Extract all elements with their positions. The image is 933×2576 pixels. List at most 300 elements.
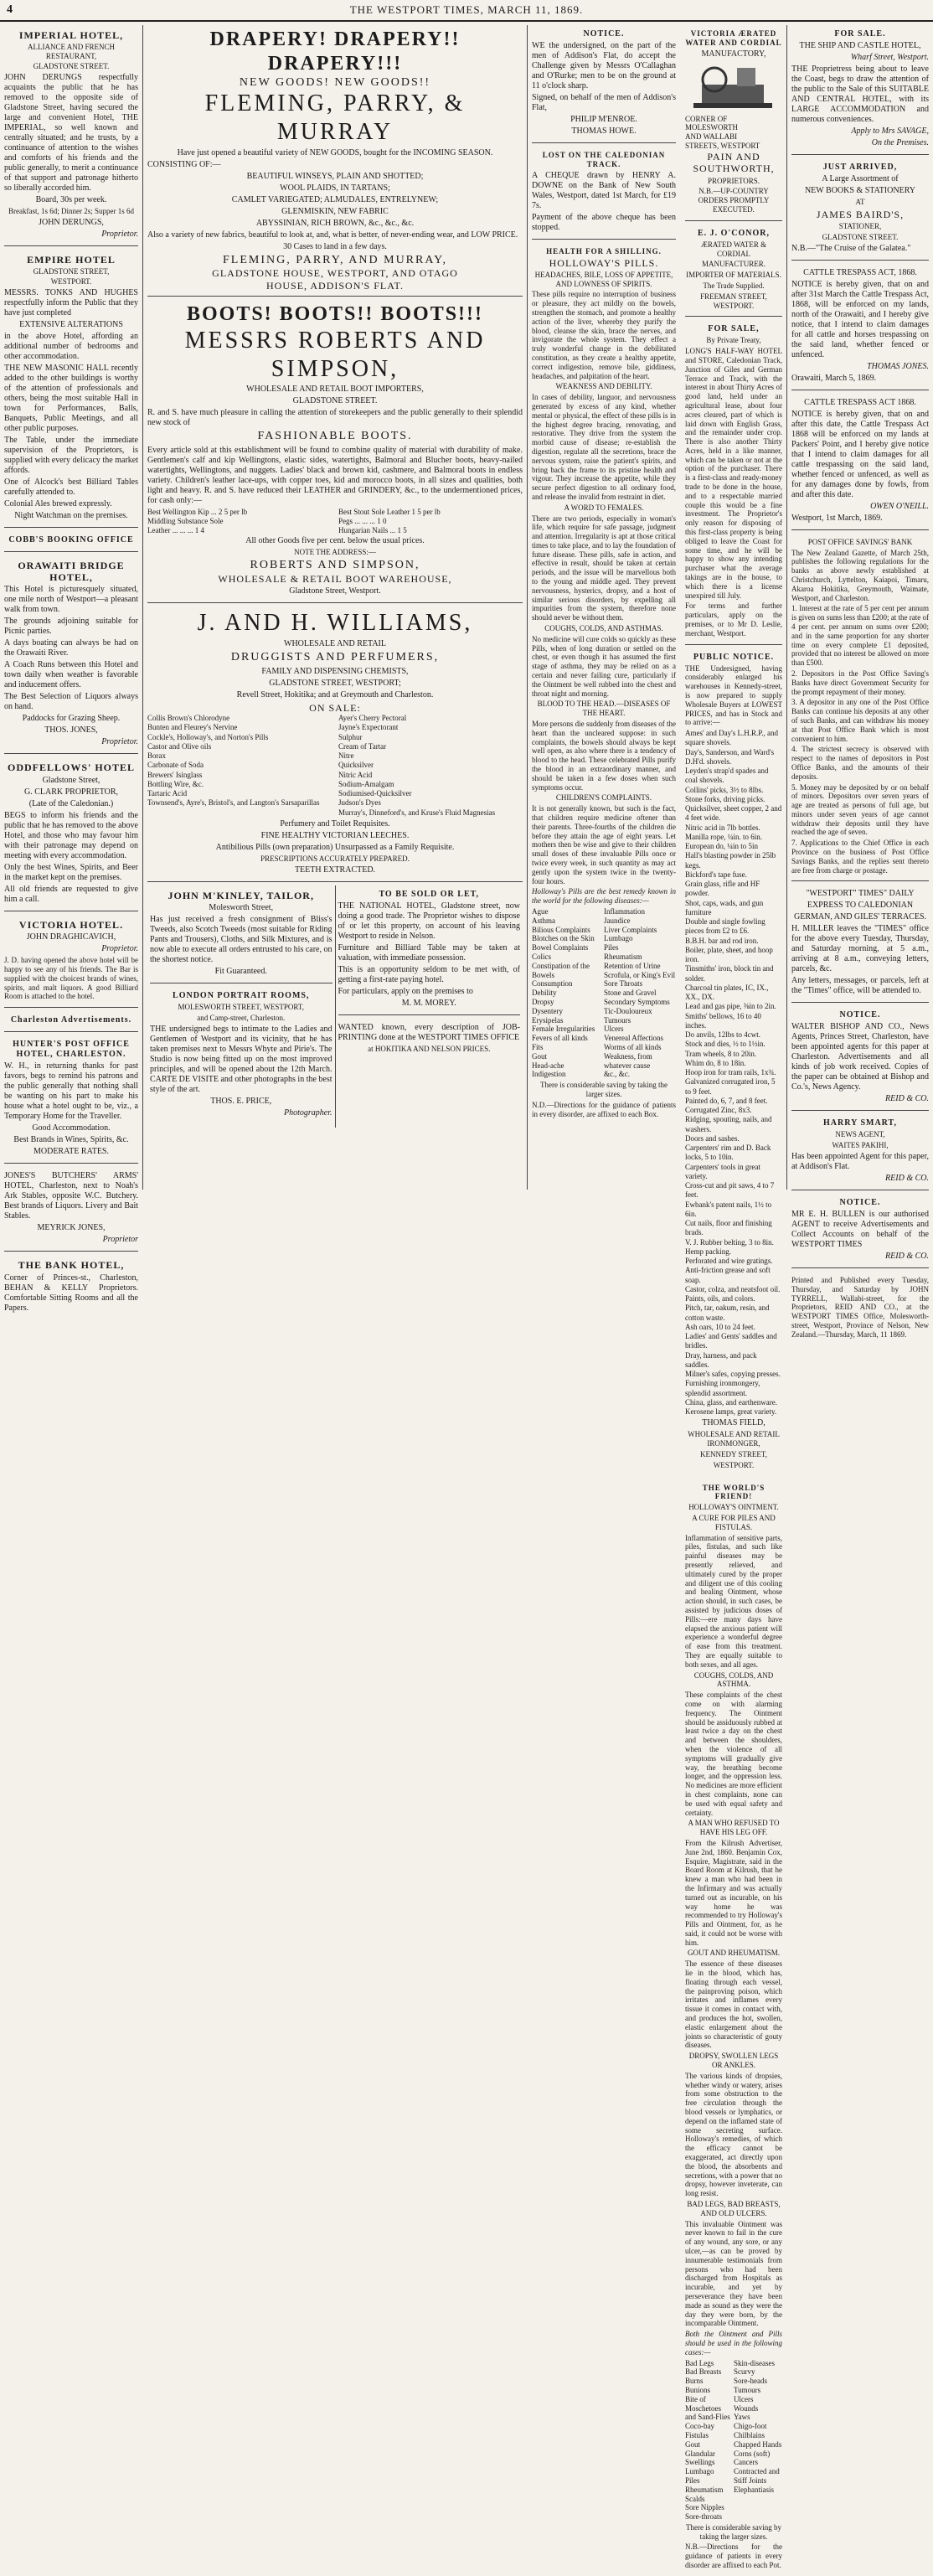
ship-street: Wharf Street, Westport. bbox=[850, 53, 929, 62]
oconor-imp: IMPORTER OF MATERIALS. bbox=[686, 271, 781, 280]
victoria-aerated-ad bbox=[685, 25, 782, 221]
empire-body4: THE NEW MASONIC HALL recently added to the other buildings is worthy of the attention of professionals and others, being the most suitable Hall in town for Performances, Balls, Banquets, Public Meetings, and all other public purposes. bbox=[4, 363, 138, 433]
boots-body: Every article sold at this establishment will be found to combine quality of material with durability of make. Gentlemen's calf and kip Wellingtons, elastic sides, watertights, Balmoral and Blucher boots, heavy-nailed watertights, Wellingtons, and nuggets. Ladies' black and brown kid, cashmere, and Balmoral boots in endless variety. Children's leather lace-ups, with copper toes, kid and morocco boots, in all sizes and qualities, both light and heavy. R. and S. have reduced their LEATHER and GRINDERY, &c., to the undermentioned prices, for cash only:— bbox=[147, 445, 523, 505]
disease-item: Rheumatism bbox=[685, 2485, 724, 2494]
pills-disease-left bbox=[532, 907, 604, 1079]
disease-item: Elephantiasis bbox=[734, 2485, 774, 2494]
cattle2-body: NOTICE is hereby given, that on and after this date, the Cattle Trespass Act 1868 will be enforced on my lands at Packers' Point, and I hereby give notice that I intend to claim damages for all cattle trespassing on the said land, whether fenced or unfenced, as well as for any damages done by fowls, from and after this date. bbox=[791, 409, 929, 499]
williams-stock-list bbox=[147, 714, 523, 818]
savings-rule: 1. Interest at the rate of 5 per cent per annum is given on sums less than £200; at the rate of 4 per cent. per annum on sums over £200; and in the same proportion for any shorter time on every complete £1 deposited, provided that no interest be allowed on more than £500. bbox=[791, 604, 929, 668]
page-header bbox=[0, 0, 933, 22]
drapery-cases: 30 Cases to land in a few days. bbox=[283, 241, 387, 251]
boots-firm: MESSRS ROBERTS AND SIMPSON, bbox=[184, 327, 486, 382]
ironmongery-item: Dray, harness, and pack saddles. bbox=[685, 1350, 757, 1369]
jones-role: Proprietor bbox=[102, 1235, 138, 1245]
mckinley-street: Molesworth Street, bbox=[209, 903, 274, 913]
ironmongery-item: Corrugated Zinc, 8x3. bbox=[685, 1106, 752, 1115]
stock-item: Tartaric Acid bbox=[147, 789, 188, 798]
notice2-title: NOTICE. bbox=[839, 1010, 881, 1020]
empire-street: GLADSTONE STREET, bbox=[33, 266, 110, 276]
disease-item: Retention of Urine bbox=[604, 961, 661, 970]
forsale-title: FOR SALE, bbox=[708, 324, 760, 334]
london-title: LONDON PORTRAIT ROOMS, bbox=[173, 991, 310, 1001]
national-body: THE NATIONAL HOTEL, Gladstone street, now doing a good trade. The Proprietor wishes to dispose of or let this property, on account of his leaving Westport to reside in Nelson. bbox=[338, 901, 520, 941]
forsale-body: LONG'S HALF-WAY HOTEL and STORE, Caledonian Track, Junction of Giles and German Terrace and Track, with the interest in about Thirty Acres of good land, held under an agricultural lease, about four acres cleared, part of which is laid down with English Grass, and the remainder under crop. There is also another Thirty Acres, held in a like manner, which can be taken or not at the option of the purchaser. There is a first-class and ready-money trade to be done in the house, and to a respectable married couple this would be a fine investment. The Proprietor's only reason for disposing of this first-class property is being obliged to leave the Coast for some time, and he will be happy to show any intending purchaser what the average takings are in the house, to which there is a license unexpired till July. bbox=[685, 347, 782, 600]
disease-item: Secondary Symptoms bbox=[604, 997, 670, 1006]
ointment-body2: These complaints of the chest come on with alarming frequency. The Ointment should be assiduously rubbed at least twice a day on the chest and between the shoulders, when the violence of all symptoms will gradually give way, the breathing become longer, and the oppression less. No medicines are more efficient in chest complaints, none can be used with equal safety and certainty. bbox=[685, 1691, 782, 1817]
lost-cheque-ad bbox=[532, 147, 676, 240]
williams-addr: GLADSTONE STREET, WESTPORT; bbox=[269, 678, 401, 688]
oddfellows-body1: BEGS to inform his friends and the public that he has removed to the above Hotel, and those who may favour him with their patronage may depend on meeting with every accommodation. bbox=[4, 810, 138, 860]
orawaiti-body1: This Hotel is picturesquely situated, one mile north of Westport—a pleasant walk from town. bbox=[4, 585, 138, 615]
disease-item: Sore Nipples bbox=[685, 2503, 724, 2512]
disease-item: Scalds bbox=[685, 2494, 705, 2503]
health-saving: There is considerable saving by taking the larger sizes. bbox=[540, 1081, 668, 1098]
ironmongery-item: Doors and sashes. bbox=[685, 1133, 740, 1143]
ointment-name: HOLLOWAY'S OINTMENT. bbox=[688, 1503, 779, 1512]
stock-item: Castor and Olive oils bbox=[147, 741, 212, 751]
williams-sub: WHOLESALE AND RETAIL bbox=[284, 638, 386, 648]
ironmongery-item: Smiths' bellows, 16 to 40 inches. bbox=[685, 1011, 761, 1030]
savings-rule: 7. Applications to the Chief Office in each Province on the business of Post Office Savings Banks, and the replies sent thereto are free from charge or postage. bbox=[791, 839, 929, 875]
cattle1-body: NOTICE is hereby given, that on and after 31st March the Cattle Trespass Act, 1868, will be enforced on my lands, north of the Orawaiti, and I hereby give notice, that I intend to claim damages for all cattle and horses trespassing on the said land, whether fenced or unfenced. bbox=[791, 279, 929, 359]
disease-item: Tumours bbox=[604, 1015, 631, 1025]
bishop-agency-notice bbox=[791, 1006, 929, 1111]
baird-books-ad bbox=[791, 158, 929, 261]
stock-item: Quicksilver bbox=[338, 761, 374, 770]
boots-price: Middling Substance Sole bbox=[147, 516, 224, 525]
empire-body5: The Table, under the immediate supervision of the Proprietors, is supplied with every delicacy the market affords. bbox=[4, 435, 138, 475]
ointment-sub: A CURE FOR PILES AND FISTULAS. bbox=[692, 1514, 776, 1531]
forsale-body2: For terms and further particulars, apply on the premises, or to Mr D. Leslie, merchant, Westport. bbox=[685, 601, 782, 638]
disease-item: Lumbago bbox=[604, 934, 633, 943]
holloway-ointment-ad bbox=[685, 1479, 782, 2576]
disease-item: Ulcers bbox=[734, 2394, 754, 2403]
stock-item: Bottling Wire, &c. bbox=[147, 779, 204, 788]
notice-signed: Signed, on behalf of the men of Addison's Flat, bbox=[532, 93, 676, 112]
ironmongery-item: Milner's safes, copying presses. bbox=[685, 1370, 781, 1379]
notice-title: NOTICE. bbox=[583, 29, 625, 39]
ointment-body4: The essence of these diseases lie in the blood, which has, floating through each vessel, the painproving poison, which irritates and inflames every tissue it comes in contact with, and produces the hot, swollen, elastic enlargement about the joints so characteristic of gouty diseases. bbox=[685, 1959, 782, 2050]
ironmongery-item: Painted do, 6, 7, and 8 feet. bbox=[685, 1096, 768, 1105]
ironmongery-item: Stone forks, driving picks. bbox=[685, 794, 765, 803]
charleston-heading bbox=[4, 1011, 138, 1032]
disease-item: Chapped Hands bbox=[734, 2439, 782, 2449]
disease-item: Venereal Affections bbox=[604, 1034, 664, 1043]
victoria-hotel-ad bbox=[4, 915, 138, 1008]
ironmongery-item: Charcoal tin plates, IC, IX., XX., DX. bbox=[685, 983, 769, 1002]
stock-item: Borax bbox=[147, 751, 166, 761]
bullen-agent-notice bbox=[791, 1194, 929, 1268]
health-h2: WEAKNESS AND DEBILITY. bbox=[555, 382, 652, 391]
victoria-name: JOHN DRAGHICAVICH, bbox=[26, 932, 116, 942]
oddfellows-body2: Only the best Wines, Spirits, and Beer in the market kept on the premises. bbox=[4, 862, 138, 882]
col2-bottom-right bbox=[335, 885, 523, 1128]
cobb-booking-ad bbox=[4, 531, 138, 552]
imperial-sub: ALLIANCE AND FRENCH RESTAURANT, bbox=[27, 43, 115, 61]
ironmongery-item: Anti-friction grease and soft soap. bbox=[685, 1266, 771, 1284]
health-h6: CHILDREN'S COMPLAINTS. bbox=[555, 793, 652, 803]
stock-item: Cockle's, Holloway's, and Norton's Pills bbox=[147, 732, 269, 741]
ironmongery-item: Ewbank's patent nails, 1½ to 6in. bbox=[685, 1200, 772, 1218]
disease-item: Consumption bbox=[532, 979, 573, 989]
ointment-both: Both the Ointment and Pills should be used in the following cases:— bbox=[685, 2330, 782, 2357]
disease-item: Stone and Gravel bbox=[604, 989, 657, 998]
ironmongery-item: European do, ¼in to 5in bbox=[685, 842, 758, 851]
public-town: WESTPORT. bbox=[713, 1460, 755, 1469]
bank-hotel-ad bbox=[4, 1255, 138, 1319]
hunter-title: HUNTER'S POST OFFICE HOTEL, CHARLESTON. bbox=[13, 1040, 130, 1060]
health-h4: COUGHS, COLDS, AND ASTHMAS. bbox=[544, 624, 663, 633]
column-5 bbox=[787, 25, 933, 1339]
express-body2: Any letters, messages, or parcels, left at the "Times" office, will be attended to. bbox=[791, 976, 929, 996]
disease-item: Yaws bbox=[734, 2413, 750, 2422]
ironmongery-item: Cross-cut and pit saws, 4 to 7 feet. bbox=[685, 1181, 775, 1200]
health-body1: These pills require no interruption of business or pleasure, they act mildly on the bowels, strengthen the stomach, and promote a healthy action of the liver, whereby they purify the blood, cleanse the skin, brace the nerves, and invigorate the whole system. They effect a truly wonderful change in the debilitated constitution, as they create a healthy appetite, correct indigestion, remove bile, giddiness, headaches, and palpitation of the heart. bbox=[532, 290, 676, 380]
ironmongery-item: Castor, colza, and neatsfoot oil. bbox=[685, 1284, 781, 1293]
hunter-hotel-ad bbox=[4, 1035, 138, 1164]
cattle-trespass-jones bbox=[791, 264, 929, 390]
boots-note: NOTE THE ADDRESS:— bbox=[294, 548, 376, 557]
public-body: THE Undersigned, having considerably enlarged his warehouses in Kennedy-street, is now prepared to supply Wholesale Buyers at LOWEST PRICES, and has in Stock and to arrive:— bbox=[685, 663, 782, 727]
drapery-l2: WOOL PLAIDS, IN TARTANS; bbox=[280, 183, 390, 193]
times-express-ad bbox=[791, 885, 929, 1003]
empire-hotel-ad bbox=[4, 250, 138, 528]
column-3 bbox=[528, 25, 680, 1190]
disease-item: Jaundice bbox=[604, 916, 631, 925]
boots-fash: FASHIONABLE BOOTS. bbox=[257, 430, 413, 443]
health-nb: N.D.—Directions for the guidance of patients in every disorder, are affixed to each Box. bbox=[532, 1100, 676, 1118]
stock-item: Nitric Acid bbox=[338, 770, 373, 779]
ironmongery-item: Pitch, tar, oakum, resin, and cotton waste. bbox=[685, 1303, 770, 1322]
cattle1-name: THOMAS JONES. bbox=[867, 361, 929, 371]
boots-price: Best Stout Sole Leather 1 5 per lb bbox=[338, 507, 441, 516]
ointment-disease-list bbox=[685, 2359, 782, 2522]
drapery-l3: CAMLET VARIEGATED; ALMUDALES, ENTRELYNEW; bbox=[231, 194, 439, 204]
disease-item: &c., &c. bbox=[604, 1070, 630, 1079]
health-pills: HOLLOWAY'S PILLS. bbox=[549, 257, 659, 270]
disease-item: Inflammation bbox=[604, 906, 645, 916]
orawaiti-body6: Paddocks for Grazing Sheep. bbox=[22, 714, 121, 724]
disease-item: Burns bbox=[685, 2377, 704, 2386]
health-title: HEALTH FOR A SHILLING. bbox=[546, 246, 662, 256]
mckinley-title: JOHN M'KINLEY, TAILOR, bbox=[168, 889, 314, 901]
ironmongery-item: Quicksilver, sheet copper, 2 and 4 feet wide. bbox=[685, 804, 782, 823]
page-number: 4 bbox=[7, 3, 13, 16]
books-shop: JAMES BAIRD'S, bbox=[816, 208, 905, 220]
printer-imprint bbox=[791, 1272, 929, 1345]
boots-price: Best Wellington Kip ... 2 5 per lb bbox=[147, 507, 248, 516]
ointment-h5: DROPSY, SWOLLEN LEGS OR ANKLES. bbox=[688, 2052, 779, 2070]
williams-addr2: Revell Street, Hokitika; and at Greymouth and Charleston. bbox=[236, 689, 434, 699]
williams-teeth: TEETH EXTRACTED. bbox=[294, 865, 376, 875]
imperial-meals: Breakfast, 1s 6d; Dinner 2s; Supper 1s 6d bbox=[8, 206, 134, 215]
stock-item: Cream of Tartar bbox=[338, 741, 387, 751]
ironmongery-item: Bickford's tape fuse. bbox=[685, 870, 747, 879]
national-name: M. M. MOREY. bbox=[401, 998, 456, 1008]
london-name: THOS. E. PRICE, bbox=[210, 1096, 272, 1106]
ship-body: THE Proprietress being about to leave the Coast, begs to draw the attention of the public to the Sale of this SUITABLE AND CENTRAL HOTEL, with its LARGE ACCOMMODATION and numerous conveniences. bbox=[791, 65, 929, 124]
disease-item: Scurvy bbox=[734, 2367, 755, 2377]
savings-rule: 4. The strictest secrecy is observed with respect to the names of depositors in Post Office Banks, and the amounts of their deposits. bbox=[791, 745, 929, 781]
national-hotel-ad bbox=[338, 885, 521, 1015]
drapery-ad bbox=[147, 25, 523, 297]
mckinley-fit: Fit Guaranteed. bbox=[214, 967, 267, 977]
ironmongery-item: Lead and gas pipe, ⅜in to 2in. bbox=[685, 1002, 776, 1011]
cattle-trespass-oneill bbox=[791, 394, 929, 530]
ironmongery-item: Boiler, plate, sheet, and hoop iron. bbox=[685, 945, 773, 964]
disease-item: Bunions bbox=[685, 2385, 711, 2394]
notice3-title: NOTICE. bbox=[839, 1198, 881, 1208]
disease-item: Head-ache bbox=[532, 1061, 564, 1070]
williams-ad bbox=[147, 607, 523, 881]
smart-agency-notice bbox=[791, 1114, 929, 1190]
jones-name: MEYRICK JONES, bbox=[37, 1223, 106, 1233]
notice3-body: MR E. H. BULLEN is our authorised AGENT to receive Advertisements and Collect Accounts on behalf of the WESTPORT TIMES bbox=[791, 1210, 929, 1250]
boots-price: Leather ... ... ... 1 4 bbox=[147, 525, 204, 534]
national-title: TO BE SOLD OR LET, bbox=[379, 889, 480, 899]
express-body: H. MILLER leaves the "TIMES" office for the above every Tuesday, Thursday, and Saturday morning, at 5 a.m., arriving at 8 a.m., conveying letters, parcels, &c. bbox=[791, 924, 929, 974]
boots-title: BOOTS! BOOTS!! BOOTS!!! bbox=[186, 303, 484, 326]
imperial-body: JOHN DERUNGS respectfully acquaints the public that he has removed to the opposite side of Gladstone Street, having secured the large and convenient Hotel, THE IMPERIAL, so well known and centrally situated; and he trusts, by a continuance of attention to the wishes and comforts of his friends and the public generally, to merit a continuance of that support and patronage hitherto so liberally accorded him. bbox=[4, 72, 138, 193]
savings-body: The New Zealand Gazette, of March 25th, publishes the following regulations for the banks as above newly established at Christchurch, Lyttelton, Kaiapoi, Timaru, Akaroa Hokitika, Greymouth, Waimate, Westport, and Charleston. bbox=[791, 548, 929, 602]
cattle1-title: CATTLE TRESPASS ACT, 1868. bbox=[803, 267, 917, 277]
books-nb: N.B.—"The Cruise of the Galatea." bbox=[791, 243, 911, 253]
ironmongery-item: V. J. Rubber belting, 3 to 8in. bbox=[685, 1237, 774, 1247]
ironmongery-item: Tinsmiths' iron, block tin and solder. bbox=[685, 964, 774, 983]
boots-street: GLADSTONE STREET. bbox=[292, 396, 378, 406]
savings-rule: 3. A depositor in any one of the Post Office Banks can continue his deposits at any other of such Banks, and can withdraw his money at that Post Office Bank which is most convenient to him. bbox=[791, 698, 929, 743]
drapery-l5: ABYSSINIAN, RICH BROWN, &c., &c., &c. bbox=[255, 218, 415, 228]
orawaiti-body3: A days boating can always be had on the Orawaiti River. bbox=[4, 638, 138, 658]
smart-title: HARRY SMART, bbox=[823, 1118, 897, 1128]
ironmongery-item: Whim do, 8 to 18in. bbox=[685, 1058, 746, 1067]
newspaper-title: THE WESTPORT TIMES, MARCH 11, 1869. bbox=[349, 3, 584, 16]
oddfellows-hotel-ad bbox=[4, 757, 138, 911]
disease-item: Rheumatism bbox=[604, 952, 642, 961]
williams-leech: FINE HEALTHY VICTORIAN LEECHES. bbox=[260, 830, 410, 840]
lost-title: LOST ON THE CALEDONIAN TRACK. bbox=[542, 151, 666, 168]
disease-item: Tumours bbox=[734, 2385, 761, 2394]
stock-item: Judson's Dyes bbox=[338, 798, 381, 808]
ointment-h6: BAD LEGS, BAD BREASTS, AND OLD ULCERS. bbox=[687, 2200, 781, 2217]
empire-body8: Night Watchman on the premises. bbox=[14, 510, 128, 520]
national-body3: This is an opportunity seldom to be met with, of getting a first-rate paying hotel. bbox=[338, 964, 520, 984]
ironmongery-item: Grain glass, rifle and HF powder. bbox=[685, 880, 760, 898]
health-known: Holloway's Pills are the best remedy known in the world for the following diseases:— bbox=[532, 887, 676, 906]
disease-item: Chilblains bbox=[734, 2430, 765, 2439]
aerated-firm: PAIN AND SOUTHWORTH, bbox=[693, 150, 775, 175]
oddfellows-late: (Late of the Caledonian.) bbox=[28, 798, 114, 808]
stock-item: Ayer's Cherry Pectoral bbox=[338, 714, 407, 723]
orawaiti-hotel-ad bbox=[4, 555, 138, 755]
health-sub: HEADACHES, BILE, LOSS OF APPETITE, AND LOWNESS OF SPIRITS. bbox=[534, 270, 673, 288]
ironmongery-item: Galvanized corrugated iron, 5 to 9 feet. bbox=[685, 1077, 776, 1096]
orawaiti-body2: The grounds adjoining suitable for Picnic parties. bbox=[4, 617, 138, 637]
drapery-firm2: FLEMING, PARRY, AND MURRAY, bbox=[223, 253, 447, 266]
aerated-left2: AND WALLABI bbox=[685, 132, 738, 142]
savings-rule: 2. Depositors in the Post Office Saving's Banks have direct Government Security for the prompt repayment of their money. bbox=[791, 669, 929, 696]
empire-town: WESTPORT. bbox=[50, 276, 92, 286]
public-notice-ad bbox=[685, 648, 782, 1476]
disease-item: Sore-throats bbox=[685, 2512, 722, 2522]
ironmongery-item: Carpenters' tools in great variety. bbox=[685, 1162, 760, 1180]
stock-item: Sodiumised-Quicksilver bbox=[338, 789, 412, 798]
disease-item: Blotches on the Skin bbox=[532, 934, 595, 943]
disease-item: Weakness, from whatever cause bbox=[604, 1051, 652, 1070]
ointment-title: THE WORLD'S FRIEND! bbox=[702, 1483, 765, 1501]
london-sub2: and Camp-street, Charleston. bbox=[197, 1013, 286, 1022]
ointment-h3: A MAN WHO REFUSED TO HAVE HIS LEG OFF. bbox=[688, 1819, 780, 1837]
disease-item: Glandular Swellings bbox=[685, 2449, 715, 2467]
orawaiti-body5: The Best Selection of Liquors always on hand. bbox=[4, 692, 138, 712]
disease-item: Bite of Moschetoes and Sand-Flies bbox=[685, 2394, 730, 2422]
disease-item: Worms of all kinds bbox=[604, 1042, 662, 1051]
aerated-role: PROPRIETORS. bbox=[707, 176, 760, 185]
ironmongery-item: Ames' and Day's L.H.R.P., and square shovels. bbox=[685, 729, 778, 747]
ironmongery-item: Day's, Sanderson, and Ward's D.H'd. shovels. bbox=[685, 747, 775, 766]
oconor-title: E. J. O'CONOR, bbox=[698, 228, 770, 238]
stock-item: Jayne's Expectorant bbox=[338, 723, 399, 732]
boots-price: Pegs ... ... ... 1 0 bbox=[338, 516, 387, 525]
cattle1-date: Orawaiti, March 5, 1869. bbox=[791, 373, 877, 383]
oddfellows-title: ODDFELLOWS' HOTEL bbox=[7, 761, 136, 774]
orawaiti-name: THOS. JONES, bbox=[44, 725, 98, 736]
notice3-name: REID & CO. bbox=[885, 1252, 929, 1262]
disease-item: Contracted and Stiff Joints bbox=[734, 2467, 780, 2485]
boots-sub: WHOLESALE AND RETAIL BOOT IMPORTERS, bbox=[246, 385, 424, 395]
victoria-title: VICTORIA HOTEL. bbox=[18, 918, 124, 931]
smart-sub: NEWS AGENT, bbox=[835, 1130, 885, 1139]
london-role: Photographer. bbox=[284, 1107, 332, 1118]
imperial-role: Proprietor. bbox=[101, 229, 138, 239]
holloway-pills-ad bbox=[532, 243, 676, 1125]
disease-item: Bowel Complaints bbox=[532, 943, 589, 952]
health-h3: A WORD TO FEMALES. bbox=[564, 503, 644, 512]
ironmongery-item: Double and single fowling pieces from £2 to £6. bbox=[685, 917, 765, 936]
disease-item: Chigo-foot bbox=[734, 2422, 767, 2431]
imperial-street: GLADSTONE STREET. bbox=[33, 61, 110, 70]
public-street: KENNEDY STREET, bbox=[700, 1450, 767, 1459]
williams-stock-left bbox=[147, 714, 332, 818]
smart-town: WAITES PAKIHI, bbox=[832, 1141, 889, 1150]
ointment-body3: From the Kilrush Advertiser, June 2nd, 1860. Benjamin Cox, Esquire, Magistrate, said in the Board Room at Kilrush, that he knew a man who had been in the Infirmary and was actually turned out as incurable, on his way home he was recommended to try Holloway's Pills and Ointment, for, as he said, it could not be worse with him. bbox=[685, 1838, 782, 1947]
ironmongery-item: Cut nails, floor and finishing brads. bbox=[685, 1219, 772, 1237]
ironmongery-item: Collins' picks, 3½ to 8lbs. bbox=[685, 785, 764, 794]
victoria-role: Proprietor. bbox=[101, 944, 138, 954]
halfway-hotel-sale-ad bbox=[685, 320, 782, 644]
london-sub: MOLESWORTH STREET, WESTPORT, bbox=[178, 1003, 304, 1012]
ironmongery-item: Manilla rope, ¼in. to 6in. bbox=[685, 832, 762, 841]
boots-street2: Gladstone Street, Westport. bbox=[289, 586, 381, 596]
williams-stock-right bbox=[338, 714, 523, 818]
mckinley-ad bbox=[150, 885, 332, 983]
ironmongery-item: Ridging, spouting, nails, and washers. bbox=[685, 1115, 772, 1133]
stock-item: Carbonate of Soda bbox=[147, 761, 204, 770]
cobb-title: COBB'S BOOKING OFFICE bbox=[8, 534, 134, 545]
drapery-title: DRAPERY! DRAPERY!! DRAPERY!!! bbox=[209, 28, 461, 75]
empire-body3: in the above Hotel, affording an additional number of bedrooms and other accommodation. bbox=[4, 331, 138, 361]
ironmongery-item: Carpenters' rim and D. Back locks, 5 to 10in. bbox=[685, 1143, 771, 1162]
national-body2: Furniture and Billiard Table may be taken at valuation, with immediate possession. bbox=[338, 942, 520, 963]
empire-body7: Colonial Ales brewed expressly. bbox=[4, 498, 112, 508]
ship-premises: On the Premises. bbox=[871, 138, 929, 147]
ironmongery-item: Paints, oils, and colors. bbox=[685, 1294, 755, 1303]
notice-name1: PHILIP M'ENROE. bbox=[570, 115, 637, 124]
public-name: THOMAS FIELD, bbox=[702, 1418, 765, 1428]
challenge-notice bbox=[532, 25, 676, 143]
public-role: WHOLESALE AND RETAIL IRONMONGER, bbox=[688, 1430, 780, 1448]
cattle2-title: CATTLE TRESPASS ACT 1868. bbox=[804, 397, 916, 407]
stock-item: Nitre bbox=[338, 751, 354, 761]
forsale-sub: By Private Treaty, bbox=[706, 336, 761, 345]
ironmongery-item: Nitric acid in 7lb bottles. bbox=[685, 823, 760, 832]
ship-castle-sale-ad bbox=[791, 25, 929, 155]
ironmongery-item: Shot, caps, wads, and gun furniture bbox=[685, 898, 764, 916]
drapery-addr2: HOUSE, ADDISON'S FLAT. bbox=[266, 279, 404, 292]
imperial-rates: Board, 30s per week. bbox=[35, 194, 107, 204]
drapery-intro: Have just opened a beautiful variety of NEW GOODS, bought for the INCOMING SEASON. bbox=[177, 147, 493, 157]
lost-body2: Payment of the above cheque has been stopped. bbox=[532, 212, 676, 232]
ointment-h2: COUGHS, COLDS, AND ASTHMA. bbox=[693, 1670, 774, 1689]
oconor-sub2: MANUFACTURER. bbox=[701, 260, 766, 269]
ironmongery-item: Hall's blasting powder in 25lb kegs. bbox=[685, 851, 776, 870]
disease-item: Corns (soft) bbox=[734, 2449, 771, 2458]
oconor-sub: ÆRATED WATER & CORDIAL bbox=[700, 240, 767, 258]
col2-bottom-left bbox=[147, 885, 335, 1128]
ironmongery-item: China, glass, and earthenware. bbox=[685, 1397, 777, 1407]
ironmongery-item: B.B.H. bar and rod iron. bbox=[685, 936, 759, 945]
drapery-l4: GLENMISKIN, NEW FABRIC bbox=[281, 206, 389, 216]
boots-other: All other Goods five per cent. below the usual prices. bbox=[245, 536, 425, 546]
wanted-tail: at HOKITIKA AND NELSON PRICES. bbox=[368, 1044, 491, 1053]
boots-firm2: ROBERTS AND SIMPSON, bbox=[250, 559, 420, 572]
boots-price: Hungarian Nails ... 1 5 bbox=[338, 525, 407, 534]
disease-item: Dysentery bbox=[532, 1006, 563, 1015]
drapery-addr1: GLADSTONE HOUSE, WESTPORT, AND OTAGO bbox=[212, 267, 458, 280]
empire-body1: MESSRS. TONKS AND HUGHES respectfully inform the Public that they have just completed bbox=[4, 287, 138, 317]
disease-item: Female Irregularities bbox=[532, 1025, 595, 1034]
notice-name2: THOMAS HOWE. bbox=[571, 126, 637, 136]
jones-hotel-ad bbox=[4, 1167, 138, 1252]
oddfellows-body3: All old friends are requested to give him a call. bbox=[4, 884, 138, 904]
disease-item: Fistulas bbox=[685, 2430, 709, 2439]
jones-title: JONES'S BUTCHERS' ARMS' HOTEL, Charleston, next to Noah's Ark Stables, opposite W.C. Butchery. Best brands of Liquors. Livery and Bait Stables. bbox=[4, 1171, 138, 1221]
pills-disease-list bbox=[532, 907, 676, 1079]
ironmongery-item: Ladies' and Gents' saddles and bridles. bbox=[685, 1332, 777, 1350]
ironmongery-item: Hoop iron for tram rails, 1x¾. bbox=[685, 1068, 776, 1077]
disease-item: Bad Legs bbox=[685, 2358, 714, 2367]
williams-pills: Antibilious Pills (own preparation) Unsurpassed as a Family Requisite. bbox=[215, 842, 455, 852]
oconor-ad bbox=[685, 225, 782, 317]
col2-bottom-split bbox=[147, 885, 523, 1128]
national-body4: For particulars, apply on the premises to bbox=[338, 986, 473, 996]
column-4 bbox=[681, 25, 786, 2570]
health-body4: No medicine will cure colds so quickly as these Pills, when of long duration or settled on the chest, or even though it has assumed the first stage of asthma, they may be relied on as a certain and never failing cure, particularly if the Ointment be well rubbed into the chest and throat night and morning. bbox=[532, 634, 676, 698]
imperial-hotel-ad bbox=[4, 25, 138, 246]
ointment-body1: Inflammation of sensitive parts, piles, fistulas, and such like painful diseases may be presently relieved, and ultimately cured by the proper and diligent use of this cooling and healing Ointment, whose action should, in such cases, be assisted by judicious doses of Pills:—ere many days have elapsed the anxious patient will experience a wonderful degree of ease from this treatment. They are equally suitable to both sexes, and all ages. bbox=[685, 1533, 782, 1669]
oconor-trade: The Trade Supplied. bbox=[703, 281, 765, 290]
disease-item: Coco-bay bbox=[685, 2422, 714, 2431]
ironmongery-item: Furnishing ironmongery, splendid assortment. bbox=[685, 1379, 760, 1397]
express-l3: GERMAN, AND GILES' TERRACES. bbox=[793, 912, 927, 922]
notice-body: WE the undersigned, on the part of the men of Addison's Flat, do accept the Challenge given by Messrs O'Callaghan and O'Rurke; men to be on the ground at 11 o'clock sharp. bbox=[532, 41, 676, 90]
express-l2: EXPRESS TO CALEDONIAN bbox=[807, 901, 914, 911]
disease-item: Debility bbox=[532, 989, 557, 998]
stock-item: Sulphur bbox=[338, 732, 363, 741]
disease-item: Sore Throats bbox=[604, 979, 643, 989]
ointment-disease-right bbox=[734, 2359, 782, 2522]
